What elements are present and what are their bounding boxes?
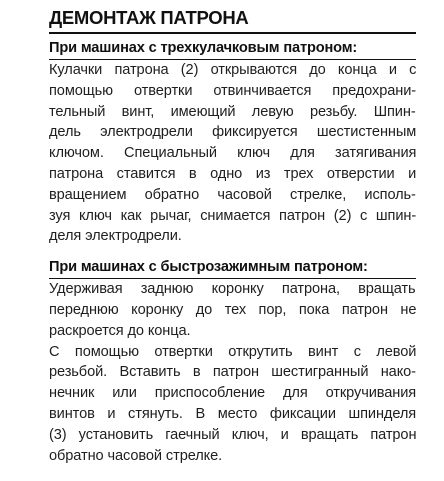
paragraph	[49, 279, 416, 341]
document-page	[49, 6, 416, 466]
text-line: винтов и стянуть. В место фиксации шпинделя	[49, 405, 417, 422]
section-heading: При машинах с трехкулачковым патроном:	[49, 38, 416, 60]
text-line: раскроется до конца.	[49, 322, 191, 339]
text-line: ключом. Специальный ключ для затягивания	[49, 145, 417, 162]
text-line: С помощью отвертки открутить винт с левой	[49, 343, 417, 360]
text-line: помощью отвертки отвинчивается предохрани-	[49, 82, 417, 99]
paragraph	[49, 342, 416, 467]
text-line: резьбой. Вставить в патрон шестигранный нако-	[49, 364, 416, 381]
section-quick-release-chuck	[49, 257, 416, 466]
text-line: тельный винт, имеющий левую резьбу. Шпин-	[49, 103, 416, 120]
section-heading: При машинах с быстрозажимным патроном:	[49, 257, 416, 279]
text-line: деля электродрели.	[49, 228, 182, 245]
text-line: обратно часовой стрелке.	[49, 447, 223, 464]
section-three-jaw-chuck	[49, 38, 416, 247]
text-line: вращением обратно часовой стрелке, исполь-	[49, 186, 416, 203]
text-line: патрона ставится в одно из трех отверстии и	[49, 165, 417, 182]
text-line: (3) установить гаечный ключ, и вращать патрон	[49, 426, 417, 443]
text-line: нечник или приспособление для откручивания	[49, 385, 417, 402]
text-line: Удерживая заднюю коронку патрона, вращать	[49, 281, 416, 298]
paragraph	[49, 60, 416, 247]
text-line: зуя ключ как рычаг, снимается патрон (2) с шпин-	[49, 207, 417, 224]
text-line: дель электродрели фиксируется шестистенным	[49, 124, 417, 141]
page-title: ДЕМОНТАЖ ПАТРОНА	[49, 6, 416, 34]
text-line: Кулачки патрона (2) открываются до конца и с	[49, 62, 417, 78]
text-line: переднюю коронку до тех пор, пока патрон не	[49, 301, 417, 318]
